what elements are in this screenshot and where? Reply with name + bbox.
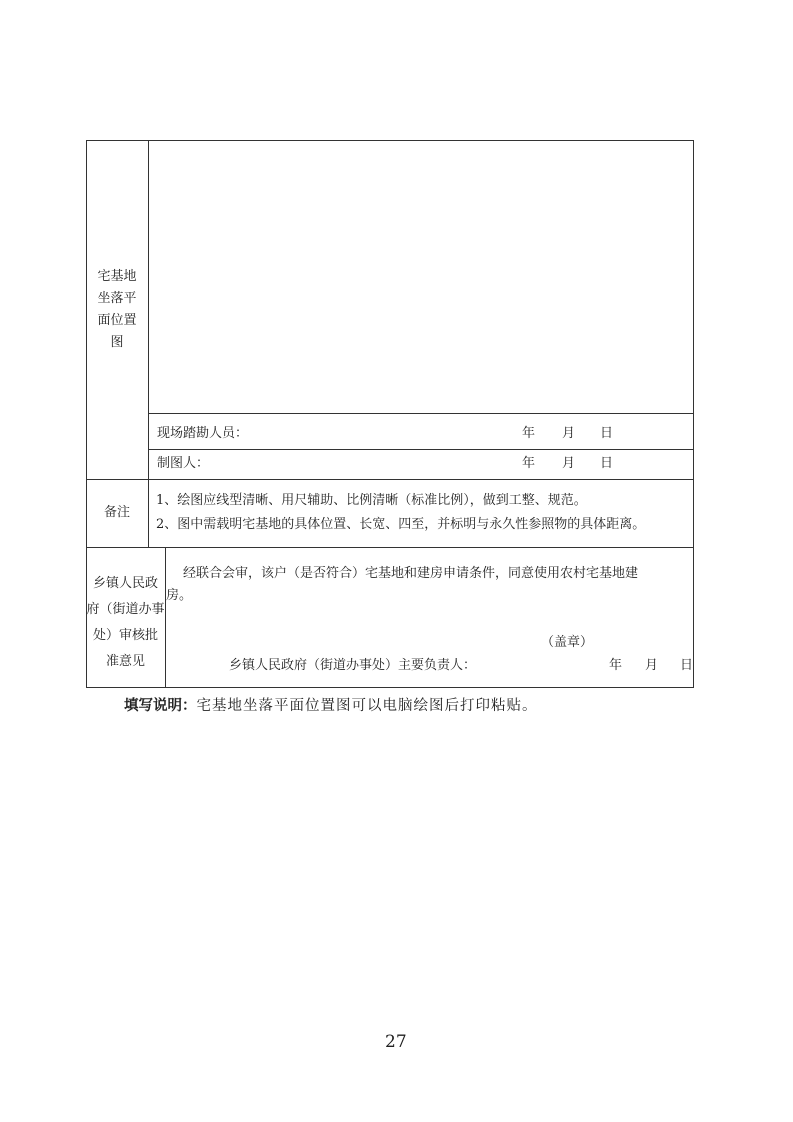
drafter-date-month: 月 bbox=[562, 456, 576, 471]
site-plan-label-line: 面位置 bbox=[97, 313, 137, 328]
approval-opinion-line-2: 房。 bbox=[166, 588, 193, 603]
approval-opinion-line-1: 经联合会审，该户（是否符合）宅基地和建房申请条件，同意使用农村宅基地建 bbox=[183, 566, 639, 581]
approval-date-year: 年 bbox=[609, 658, 623, 673]
surveyor-date-day: 日 bbox=[600, 426, 614, 441]
approval-label bbox=[86, 571, 165, 675]
signer-label: 乡镇人民政府（街道办事处）主要负责人： bbox=[229, 658, 477, 673]
approval-label-line: 府（街道办事 bbox=[86, 602, 165, 617]
remarks-item-1: 1、绘图应线型清晰、用尺辅助、比例清晰（标准比例），做到工整、规范。 bbox=[156, 493, 587, 508]
remarks-label: 备注 bbox=[104, 505, 131, 520]
surveyor-label: 现场踏勘人员： bbox=[157, 426, 249, 441]
drafter-label: 制图人： bbox=[157, 456, 210, 471]
approval-label-line: 准意见 bbox=[105, 654, 145, 669]
table-bottom-border bbox=[86, 687, 694, 688]
fill-note-text: 宅基地坐落平面位置图可以电脑绘图后打印粘贴。 bbox=[196, 698, 538, 714]
surveyor-date-month: 月 bbox=[562, 426, 576, 441]
fill-note-label: 填写说明： bbox=[124, 698, 197, 714]
approval-date-month: 月 bbox=[645, 658, 659, 673]
seal-placeholder: （盖章） bbox=[541, 635, 594, 650]
plan-area-bottom-line bbox=[148, 413, 694, 414]
drafter-date-year: 年 bbox=[522, 456, 536, 471]
site-plan-label-line: 宅基地 bbox=[97, 269, 137, 284]
site-plan-label-line: 图 bbox=[110, 335, 124, 350]
approval-date-day: 日 bbox=[680, 658, 694, 673]
site-plan-drawing-area[interactable] bbox=[150, 142, 692, 412]
label-divider-lower bbox=[165, 547, 166, 687]
fill-note bbox=[124, 699, 538, 714]
site-plan-label bbox=[86, 266, 148, 354]
page-number: 27 bbox=[385, 1032, 407, 1052]
drafter-date-day: 日 bbox=[600, 456, 614, 471]
surveyor-date-year: 年 bbox=[522, 426, 536, 441]
approval-label-line: 乡镇人民政 bbox=[92, 576, 158, 591]
site-plan-label-line: 坐落平 bbox=[97, 291, 137, 306]
surveyor-row-bottom-line bbox=[148, 449, 694, 450]
remarks-item-2: 2、图中需载明宅基地的具体位置、长宽、四至，并标明与永久性参照物的具体距离。 bbox=[156, 517, 646, 532]
label-divider-upper bbox=[148, 140, 149, 547]
approval-label-line: 处）审核批 bbox=[92, 628, 158, 643]
site-plan-section-bottom bbox=[86, 479, 694, 480]
table-top-border bbox=[86, 140, 694, 141]
remarks-section-bottom bbox=[86, 547, 694, 548]
